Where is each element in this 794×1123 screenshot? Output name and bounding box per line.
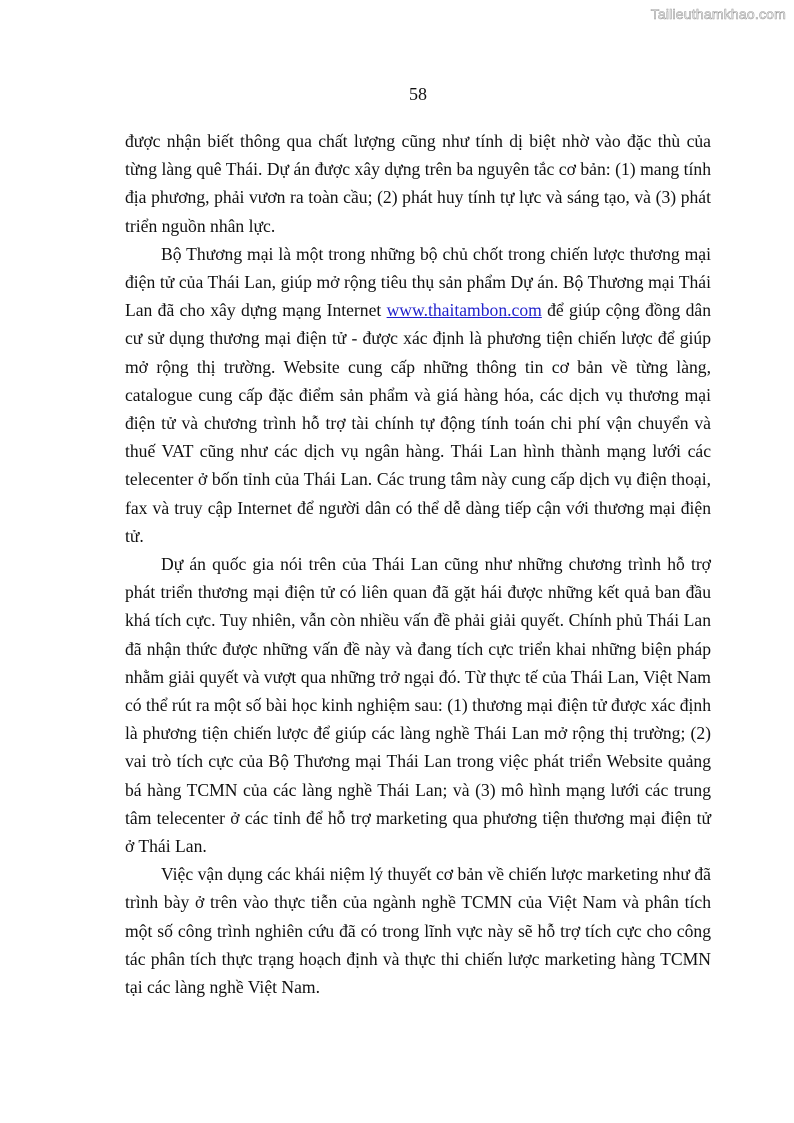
paragraph-national-project: Dự án quốc gia nói trên của Thái Lan cũng như những chương trình hỗ trợ phát triển thương mại điện tử có liên quan đã gặt hái được những kết quả ban đầu khá tích cực. Tuy nhiên, vẫn còn nhiều vấn đề phải giải quyết. Chính phủ Thái Lan đã nhận thức được những vấn đề này và đang tích cực triển khai những biện pháp nhằm giải quyết và vượt qua những trở ngại đó. Từ thực tế của Thái Lan, Việt Nam có thể rút ra một số bài học kinh nghiệm sau: (1) thương mại điện tử được xác định là phương tiện chiến lược để giúp các làng nghề Thái Lan mở rộng thị trường; (2) vai trò tích cực của Bộ Thương mại Thái Lan trong việc phát triển Website quảng bá hàng TCMN của các làng nghề Thái Lan; và (3) mô hình mạng lưới các trung tâm telecenter ở các tỉnh để hỗ trợ marketing qua phương tiện thương mại điện tử ở Thái Lan. [125, 554, 711, 857]
paragraph-continuation: được nhận biết thông qua chất lượng cũng như tính dị biệt nhờ vào đặc thù của từng làng quê Thái. Dự án được xây dựng trên ba nguyên tắc cơ bản: (1) mang tính địa phương, phải vươn ra toàn cầu; (2) phát huy tính tự lực và sáng tạo, và (3) phát triển nguồn nhân lực. [125, 131, 711, 236]
paragraph-ministry-of-commerce [125, 240, 711, 550]
document-body [125, 127, 711, 1001]
website-link[interactable]: www.thaitambon.com [386, 300, 542, 321]
page-number: 58 [409, 84, 427, 104]
paragraph-application: Việc vận dụng các khái niệm lý thuyết cơ bản về chiến lược marketing như đã trình bày ở trên vào thực tiễn của ngành nghề TCMN của Việt Nam và phân tích một số công trình nghiên cứu đã có trong lĩnh vực này sẽ hỗ trợ tích cực cho công tác phân tích thực trạng hoạch định và thực thi chiến lược marketing hàng TCMN tại các làng nghề Việt Nam. [125, 864, 711, 998]
paragraph-text-after-link: để giúp cộng đồng dân cư sử dụng thương mại điện tử - được xác định là phương tiện chiến lược để giúp mở rộng thị trường. Website cung cấp những thông tin cơ bản về từng làng, catalogue cung cấp đặc điểm sản phẩm và giá hàng hóa, các dịch vụ thương mại điện tử và chương trình hỗ trợ tài chính tự động tính toán chi phí vận chuyển và thuế VAT cũng như các dịch vụ ngân hàng. Thái Lan hình thành mạng lưới các telecenter ở bốn tỉnh của Thái Lan. Các trung tâm này cung cấp dịch vụ điện thoại, fax và truy cập Internet để người dân có thể dễ dàng tiếp cận với thương mại điện tử. [125, 300, 711, 546]
paragraph-text-before-link: Bộ Thương mại là một trong những bộ chủ chốt trong chiến lược thương mại điện tử của Thái Lan, giúp mở rộng tiêu thụ sản phẩm Dự án. Bộ Thương mại Thái Lan đã cho xây dựng mạng Internet [125, 243, 711, 321]
watermark-text: Tailieuthamkhao.com [650, 6, 786, 22]
